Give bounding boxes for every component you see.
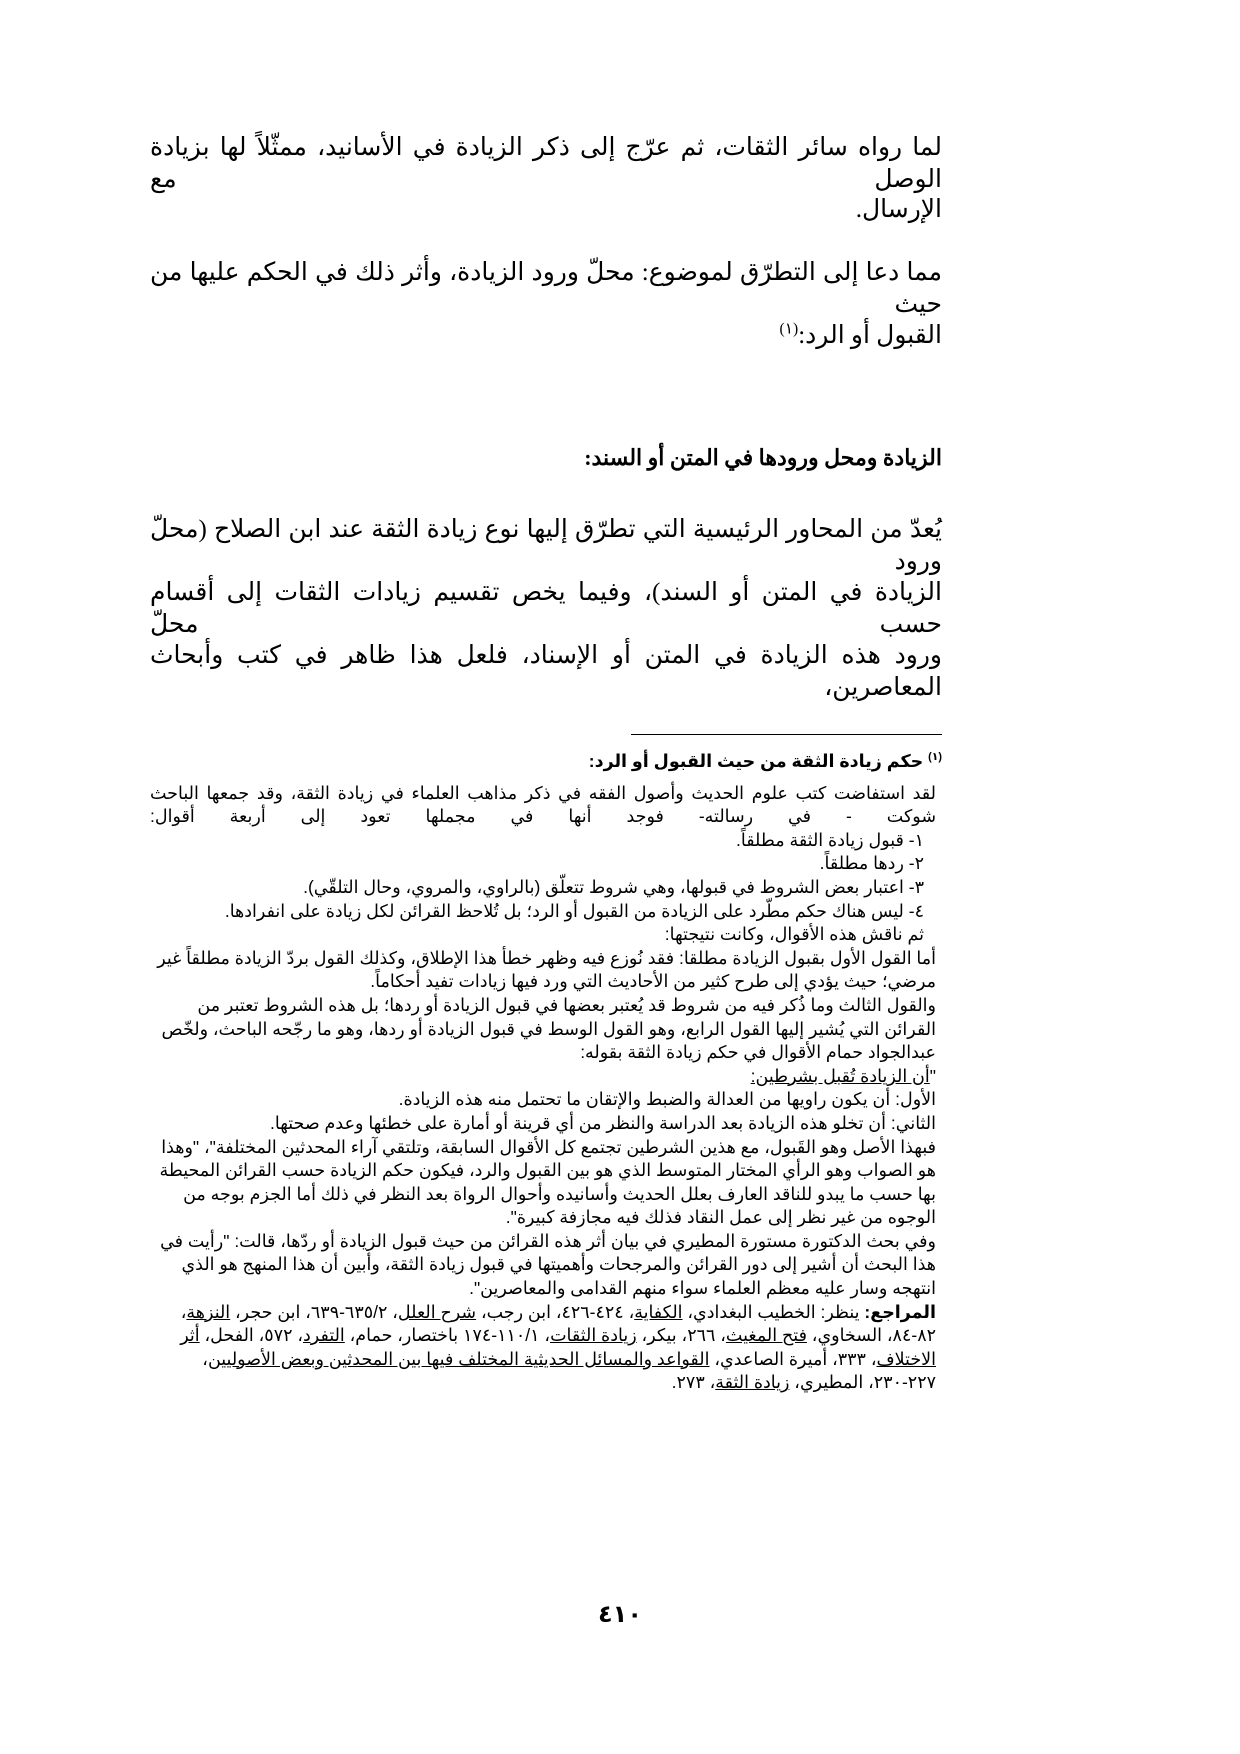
body-line-4: [150, 320, 942, 352]
ref-title-sharh-alilal: شرح العلل: [397, 1301, 477, 1322]
ref-text-8: ، ٣٣٣، أميرة الصاعدي،: [709, 1348, 877, 1369]
footnote-item-3: ٣- اعتبار بعض الشروط في قبولها، وهي شروط تتعلّق (بالراوي، والمروي، وحال التلقّي).: [303, 876, 924, 897]
references-label: المراجع:: [864, 1301, 936, 1322]
footnote-references: [150, 1301, 942, 1395]
ref-text-4: ، ٨٢-٨٤، السخاوي،: [180, 1301, 936, 1346]
ref-title-qawaid: القواعد والمسائل الحديثية المختلف فيها بين المحدثين وبعض الأصوليين: [207, 1348, 710, 1369]
body-line-4-text: القبول أو الرد:: [798, 322, 942, 349]
footnote-title: [150, 750, 942, 774]
footnote-item-4: ٤- ليس هناك حكم مطّرد على الزيادة من القبول أو الرد؛ بل تُلاحظ القرائن لكل زيادة على انفرادها.: [224, 900, 924, 921]
footnote-separator: [631, 734, 942, 735]
body-line-1: لما رواه سائر الثقات، ثم عرّج إلى ذكر الزيادة في الأسانيد، ممثّلاً لها بزيادة الوصل مع: [150, 134, 942, 193]
ref-title-kifaya: الكفاية: [634, 1301, 683, 1322]
footnote-para-4: وفي بحث الدكتورة مستورة المطيري في بيان أثر هذه القرائن من حيث قبول الزيادة أو ردّها، قالت: "رأيت في هذا البحث أن أشير إلى دور القرائن والمرجحات وأهميتها في قبول زيادة الثقة، وأبين أن هذا المنهج هو الذي انتهجه وسار عليه معظم العلماء سواء منهم القدامى والمعاصرين".: [160, 1230, 936, 1299]
body-line-7: ورود هذه الزيادة في المتن أو الإسناد، فلعل هذا ظاهر في كتب وأبحاث المعاصرين،: [150, 642, 942, 701]
ref-text-10: ، ٢٧٣.: [671, 1372, 716, 1393]
ref-text-3: ، ٦٣٥/٢-٦٣٩، ابن حجر،: [230, 1301, 398, 1322]
body-line-5: يُعدّ من المحاور الرئيسية التي تطرّق إليها نوع زيادة الثقة عند ابن الصلاح (محلّ ورود: [150, 516, 942, 575]
ref-text-1: ينظر: الخطيب البغدادي،: [682, 1301, 865, 1322]
footnote: [150, 750, 942, 1395]
footnote-para-1: أما القول الأول بقبول الزيادة مطلقا: فقد نُوزع فيه وظهر خطأ هذا الإطلاق، وكذلك القول بردّ الزيادة مطلقاً غير مرضي؛ حيث يؤدي إلى طرح كثير من الأحاديث التي ورد فيها زيادات تفيد أحكاماً.: [157, 947, 936, 992]
quote-head-text: أن الزيادة تُقبل بشرطين:: [750, 1065, 930, 1086]
footnote-title-text: حكم زيادة الثقة من حيث القبول أو الرد:: [588, 751, 924, 771]
ref-title-tafarrud: التفرد: [303, 1325, 345, 1346]
footnote-condition-2: الثاني: أن تخلو هذه الزيادة بعد الدراسة والنظر من أي قرينة أو أمارة على خطئها وعدم صحتها.: [270, 1112, 936, 1133]
ref-text-7: ، ٥٧٢، الفحل،: [199, 1325, 304, 1346]
footnote-then: ثم ناقش هذه الأقوال، وكانت نتيجتها:: [664, 924, 924, 945]
ref-text-6: ، ١١٠/١-١٧٤ باختصار، حمام،: [344, 1325, 551, 1346]
ref-title-ziyadat-althiqa: زيادة الثقة: [715, 1372, 790, 1393]
body-line-3: مما دعا إلى التطرّق لموضوع: محلّ ورود الزيادة، وأثر ذلك في الحكم عليها من حيث: [150, 259, 942, 318]
footnote-para-3: فبهذا الأصل وهو القَبول، مع هذين الشرطين تجتمع كل الأقوال السابقة، وتلتقي آراء المحدثين المختلفة"، "وهذا هو الصواب وهو الرأي المختار المتوسط الذي هو بين القبول والرد، فيكون حكم الزيادة حسب القرائن المحيطة بها حسب ما يبدو للناقد العارف بعلل الحديث وأسانيده وأحوال الرواة بعد النظر في ذلك أما الجزم بوجه من الوجوه من غير نظر إلى عمل النقاد فذلك فيه مجازفة كبيرة".: [159, 1136, 936, 1228]
ref-title-athar-alikhtilaf: أثر الاختلاف: [180, 1325, 936, 1369]
footnote-para-2: والقول الثالث وما ذُكر فيه من شروط قد يُعتبر بعضها في قبول الزيادة أو ردها؛ بل هذه الشروط تعتبر من القرائن التي يُشير إليها القول الرابع، وهو القول الوسط في قبول الزيادة أو ردها، وهو ما رجّحه الباحث، ولخّص عبدالجواد حمام الأقوال في حكم زيادة الثقة بقوله:: [161, 994, 936, 1063]
page-number: ٤١٠: [598, 1601, 642, 1628]
footnote-marker: (١): [928, 751, 942, 764]
footnote-item-1: ١- قبول زيادة الثقة مطلقاً.: [736, 829, 924, 850]
ref-text-2: ، ٤٢٤-٤٢٦، ابن رجب،: [476, 1301, 635, 1322]
ref-text-9: ، ٢٢٧-٢٣٠، المطيري،: [202, 1348, 936, 1393]
footnote-intro: لقد استفاضت كتب علوم الحديث وأصول الفقه في ذكر مذاهب العلماء في زيادة الثقة، وقد جمعها الباحث شوكت - في رسالته- فوجد أنها في مجملها تعود إلى أربعة أقوال:: [150, 782, 936, 827]
ref-text-5: ، ٢٦٦، بيكر،: [636, 1325, 726, 1346]
body-line-6: الزيادة في المتن أو السند)، وفيما يخص تقسيم زيادات الثقات إلى أقسام حسب محلّ: [150, 579, 942, 638]
footnote-item-2: ٢- ردها مطلقاً.: [819, 853, 924, 874]
ref-title-ziyadat-althiqat: زيادة الثقات: [550, 1325, 637, 1346]
footnote-condition-1: الأول: أن يكون راويها من العدالة والضبط والإتقان ما تحتمل منه هذه الزيادة.: [398, 1089, 936, 1110]
footnote-ref-marker: (١): [779, 320, 799, 338]
ref-title-nuzha: النزهة: [186, 1301, 231, 1322]
section-heading: الزيادة ومحل ورودها في المتن أو السند:: [584, 445, 942, 470]
body-line-2: الإرسال.: [855, 196, 942, 223]
ref-title-fath-almughith: فتح المغيث: [725, 1325, 807, 1346]
quote-open-mark: ": [929, 1065, 936, 1086]
footnote-quote-head: [150, 1065, 942, 1089]
